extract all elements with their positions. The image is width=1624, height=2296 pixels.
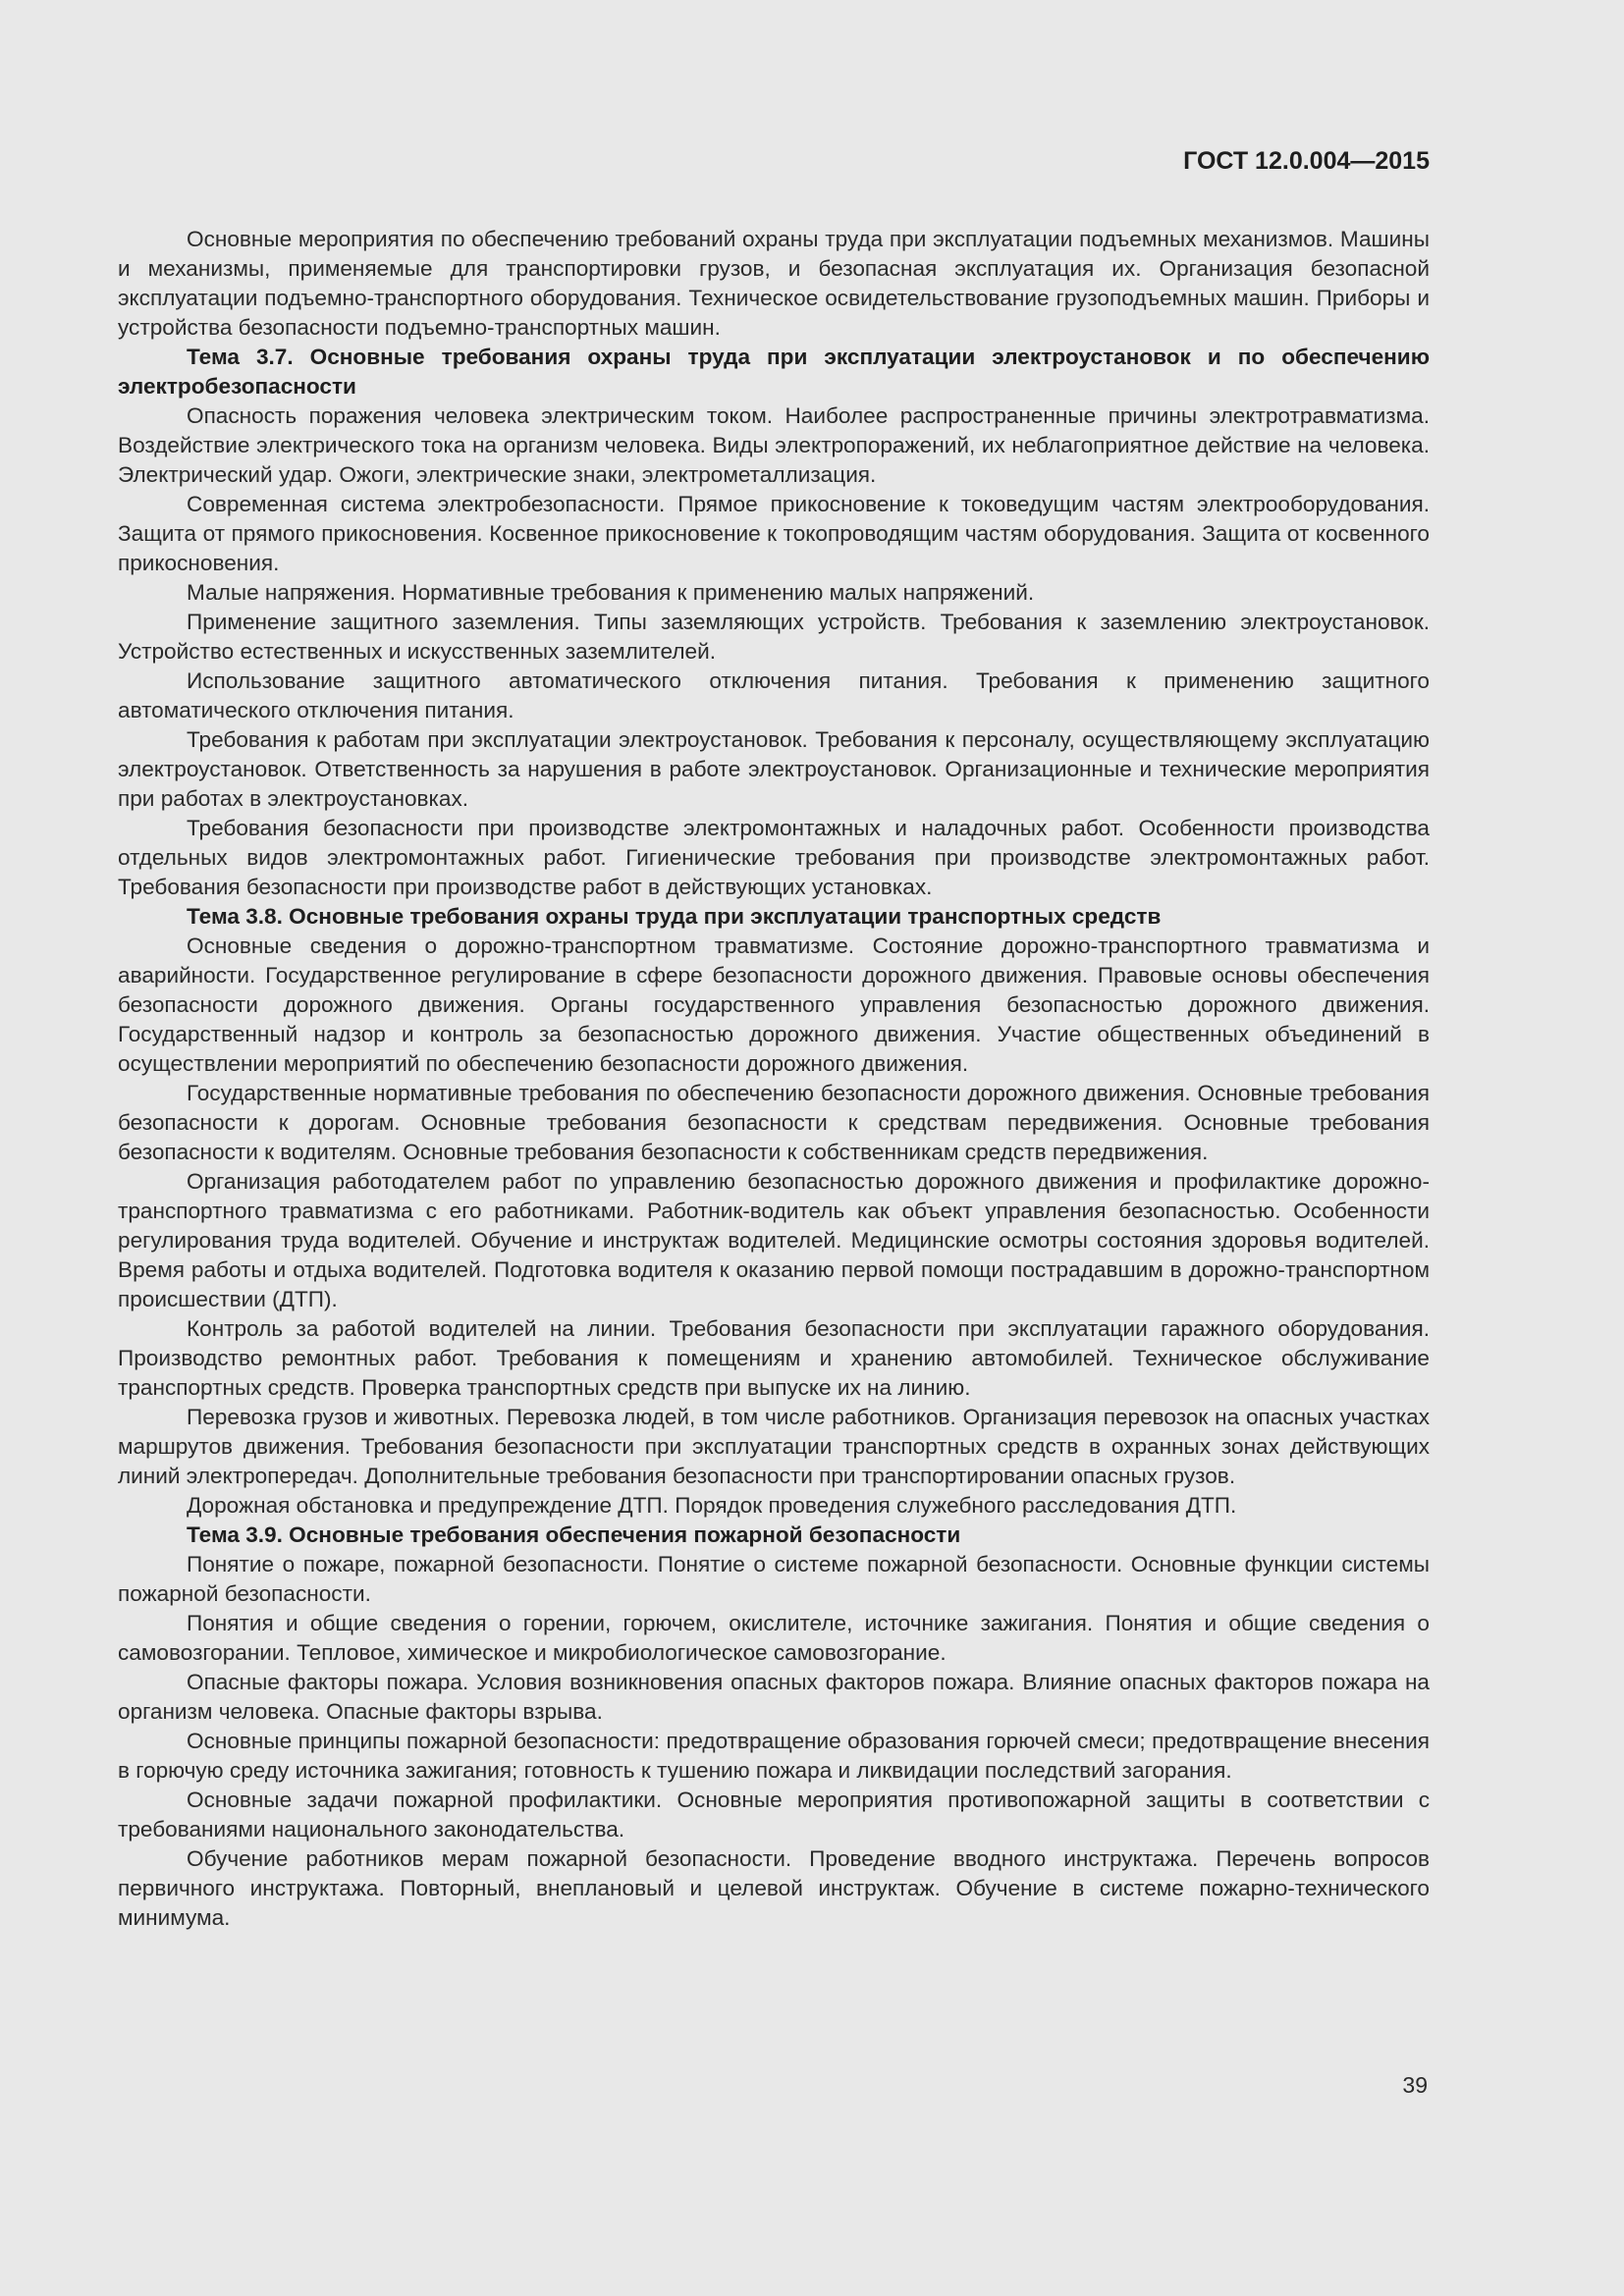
section-heading: Тема 3.8. Основные требования охраны труда при эксплуатации транспортных средств [187,904,1162,929]
section-heading: Тема 3.7. Основные требования охраны труда при эксплуатации электроустановок и по обеспечению электробезопасности [118,345,1430,399]
paragraph: Понятие о пожаре, пожарной безопасности. Понятие о системе пожарной безопасности. Основные функции системы пожарной безопасности. [118,1552,1430,1606]
document-code-header: ГОСТ 12.0.004—2015 [1183,147,1430,175]
paragraph: Основные принципы пожарной безопасности: предотвращение образования горючей смеси; предотвращение внесения в горючую среду источника зажигания; готовность к тушению пожара и ликвидации последствий загорания. [118,1729,1430,1783]
paragraph: Современная система электробезопасности. Прямое прикосновение к токоведущим частям электрооборудования. Защита от прямого прикосновения. Косвенное прикосновение к токопроводящим частям оборудования. Защита от косвенного прикосновения. [118,492,1430,575]
paragraph: Перевозка грузов и животных. Перевозка людей, в том числе работников. Организация перевозок на опасных участках маршрутов движения. Требования безопасности при эксплуатации транспортных средств в охранных зонах действующих линий электропередач. Дополнительные требования безопасности при транспортировании опасных грузов. [118,1405,1430,1488]
paragraph: Требования безопасности при производстве электромонтажных и наладочных работ. Особенности производства отдельных видов электромонтажных работ. Гигиенические требования при производстве электромонтажных работ. Требования безопасности при производстве работ в действующих установках. [118,816,1430,899]
paragraph: Обучение работников мерам пожарной безопасности. Проведение вводного инструктажа. Перечень вопросов первичного инструктажа. Повторный, внеплановый и целевой инструктаж. Обучение в системе пожарно-технического минимума. [118,1846,1430,1930]
paragraph: Требования к работам при эксплуатации электроустановок. Требования к персоналу, осуществляющему эксплуатацию электроустановок. Ответственность за нарушения в работе электроустановок. Организационные и технические мероприятия при работах в электроустановках. [118,727,1430,811]
paragraph: Дорожная обстановка и предупреждение ДТП. Порядок проведения служебного расследования ДТП. [187,1493,1237,1518]
paragraph: Организация работодателем работ по управлению безопасностью дорожного движения и профилактике дорожно-транспортного травматизма с его работниками. Работник-водитель как объект управления безопасностью. Особенности регулирования труда водителей. Обучение и инструктаж водителей. Медицинские осмотры состояния здоровья водителей. Время работы и отдыха водителей. Подготовка водителя к оказанию первой помощи пострадавшим в дорожно-транспортном происшествии (ДТП). [118,1169,1430,1311]
section-heading: Тема 3.9. Основные требования обеспечения пожарной безопасности [187,1522,961,1547]
paragraph: Применение защитного заземления. Типы заземляющих устройств. Требования к заземлению электроустановок. Устройство естественных и искусственных заземлителей. [118,610,1430,664]
paragraph: Контроль за работой водителей на линии. Требования безопасности при эксплуатации гаражного оборудования. Производство ремонтных работ. Требования к помещениям и хранению автомобилей. Техническое обслуживание транспортных средств. Проверка транспортных средств при выпуске их на линию. [118,1316,1430,1400]
paragraph: Понятия и общие сведения о горении, горючем, окислителе, источнике зажигания. Понятия и общие сведения о самовозгорании. Тепловое, химическое и микробиологическое самовозгорание. [118,1611,1430,1665]
paragraph: Основные задачи пожарной профилактики. Основные мероприятия противопожарной защиты в соответствии с требованиями национального законодательства. [118,1788,1430,1842]
paragraph: Опасность поражения человека электрическим током. Наиболее распространенные причины электротравматизма. Воздействие электрического тока на организм человека. Виды электропоражений, их неблагоприятное действие на человека. Электрический удар. Ожоги, электрические знаки, электрометаллизация. [118,403,1430,487]
document-body [118,225,1430,1933]
paragraph: Государственные нормативные требования по обеспечению безопасности дорожного движения. Основные требования безопасности к дорогам. Основные требования безопасности к средствам передвижения. Основные требования безопасности к водителям. Основные требования безопасности к собственникам средств передвижения. [118,1081,1430,1164]
paragraph: Основные мероприятия по обеспечению требований охраны труда при эксплуатации подъемных механизмов. Машины и механизмы, применяемые для транспортировки грузов, и безопасная эксплуатация их. Организация безопасной эксплуатации подъемно-транспортного оборудования. Техническое освидетельствование грузоподъемных машин. Приборы и устройства безопасности подъемно-транспортных машин. [118,227,1430,340]
paragraph: Использование защитного автоматического отключения питания. Требования к применению защитного автоматического отключения питания. [118,668,1430,722]
page-number: 39 [1402,2072,1428,2098]
paragraph: Малые напряжения. Нормативные требования к применению малых напряжений. [187,580,1035,605]
paragraph: Опасные факторы пожара. Условия возникновения опасных факторов пожара. Влияние опасных факторов пожара на организм человека. Опасные факторы взрыва. [118,1670,1430,1724]
paragraph: Основные сведения о дорожно-транспортном травматизме. Состояние дорожно-транспортного травматизма и аварийности. Государственное регулирование в сфере безопасности дорожного движения. Правовые основы обеспечения безопасности дорожного движения. Органы государственного управления безопасностью дорожного движения. Государственный надзор и контроль за безопасностью дорожного движения. Участие общественных объединений в осуществлении мероприятий по обеспечению безопасности дорожного движения. [118,934,1430,1076]
